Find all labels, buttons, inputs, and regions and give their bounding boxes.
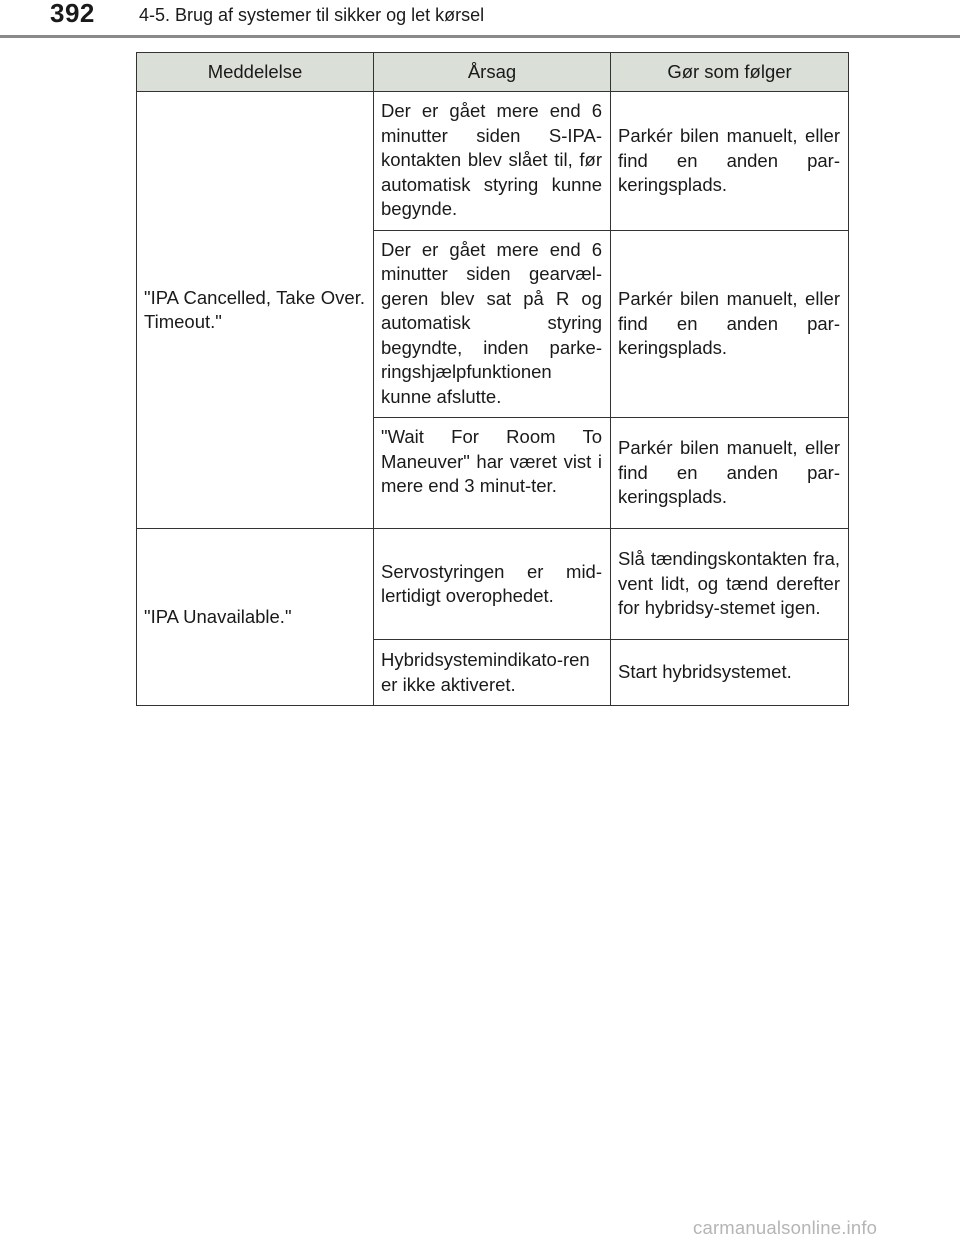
action-cell: Parkér bilen manuelt, eller find en anden par-keringsplads. [611, 92, 849, 231]
action-cell: Parkér bilen manuelt, eller find en anden par-keringsplads. [611, 230, 849, 418]
cause-cell: Servostyringen er mid-lertidigt overophedet. [374, 529, 611, 640]
watermark-text: carmanualsonline.info [693, 1217, 878, 1238]
message-cell: "IPA Unavailable." [137, 529, 374, 706]
message-table [136, 52, 849, 706]
action-cell: Slå tændingskontakten fra, vent lidt, og tænd derefter for hybridsy-stemet igen. [611, 529, 849, 640]
section-title: 4-5. Brug af systemer til sikker og let kørsel [139, 5, 485, 25]
action-cell: Parkér bilen manuelt, eller find en anden par-keringsplads. [611, 418, 849, 529]
cause-cell: Hybridsystemindikato-ren er ikke aktiveret. [374, 640, 611, 706]
table-header-row [137, 53, 849, 92]
column-header-cause: Årsag [374, 53, 611, 92]
column-header-action: Gør som følger [611, 53, 849, 92]
cause-cell: "Wait For Room To Maneuver" har været vist i mere end 3 minut-ter. [374, 418, 611, 529]
cause-cell: Der er gået mere end 6 minutter siden gearvæl-geren blev sat på R og automatisk styring begyndte, inden parke-ringshjælpfunktionen kunne afslutte. [374, 230, 611, 418]
column-header-message: Meddelelse [137, 53, 374, 92]
table-row [137, 92, 849, 231]
cause-cell: Der er gået mere end 6 minutter siden S-IPA-kontakten blev slået til, før automatisk styring kunne begynde. [374, 92, 611, 231]
page-number: 392 [50, 0, 95, 28]
header-divider [0, 35, 960, 38]
action-cell: Start hybridsystemet. [611, 640, 849, 706]
table-row [137, 529, 849, 640]
message-cell: "IPA Cancelled, Take Over. Timeout." [137, 92, 374, 529]
